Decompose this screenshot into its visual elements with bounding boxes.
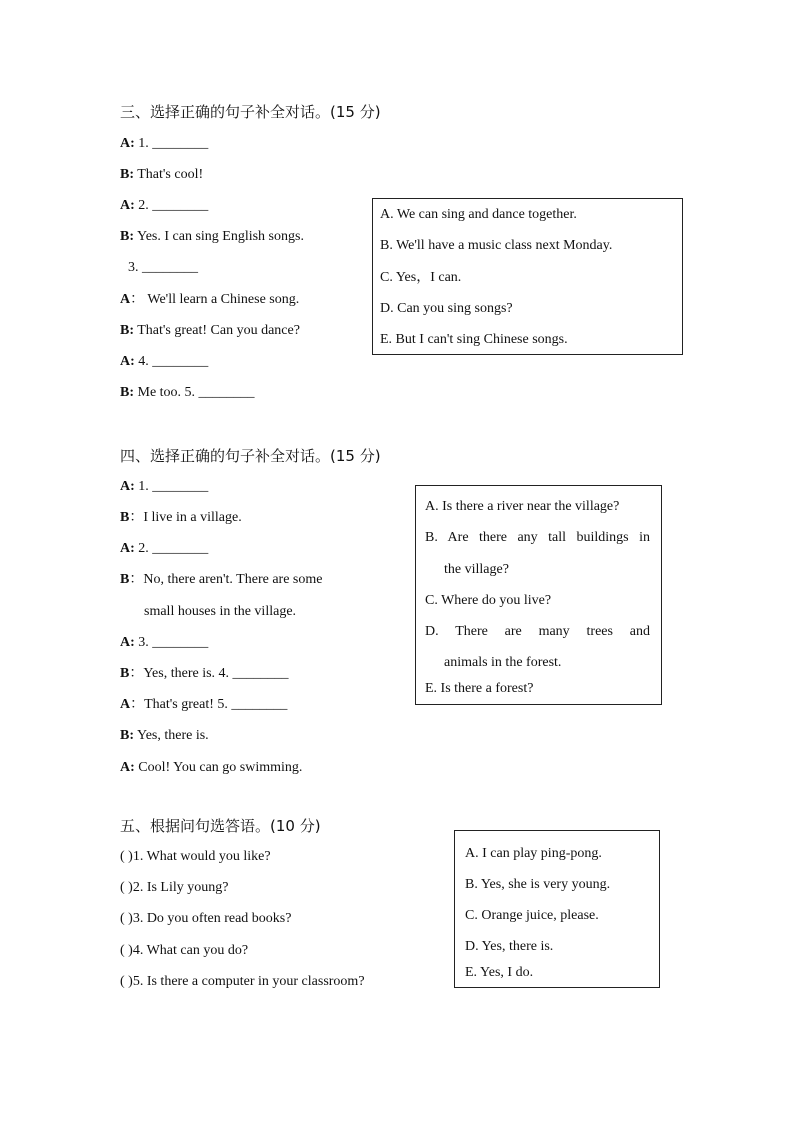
option-item: D. Yes, there is. bbox=[465, 939, 554, 954]
dialogue-line: B: Me too. 5. ________ bbox=[120, 385, 255, 400]
option-item: A. We can sing and dance together. bbox=[380, 207, 577, 222]
dialogue-line: A: 3. ________ bbox=[120, 635, 209, 650]
section-4-options-box bbox=[415, 485, 662, 705]
dialogue-line: A: Cool! You can go swimming. bbox=[120, 760, 303, 775]
dialogue-line: A： We'll learn a Chinese song. bbox=[120, 292, 300, 307]
option-item: C. Where do you live? bbox=[425, 593, 552, 608]
dialogue-line: A: 1. ________ bbox=[120, 136, 209, 151]
dialogue-line: B: That's great! Can you dance? bbox=[120, 323, 300, 338]
dialogue-line: B: Yes. I can sing English songs. bbox=[120, 229, 304, 244]
option-item: B. Are there any tall buildings in bbox=[425, 530, 650, 545]
option-item: B. We'll have a music class next Monday. bbox=[380, 238, 613, 253]
dialogue-line: B: That's cool! bbox=[120, 167, 204, 182]
dialogue-line: small houses in the village. bbox=[144, 604, 297, 619]
option-item: E. Is there a forest? bbox=[425, 681, 534, 696]
option-item: A. Is there a river near the village? bbox=[425, 499, 620, 514]
section-3-heading: 三、选择正确的句子补全对话。(15 分) bbox=[120, 103, 381, 121]
dialogue-line: A: 4. ________ bbox=[120, 354, 209, 369]
question-item: ( )4. What can you do? bbox=[120, 943, 249, 958]
dialogue-line: A: 2. ________ bbox=[120, 198, 209, 213]
option-item: C. Yes，I can. bbox=[380, 270, 462, 285]
option-item: B. Yes, she is very young. bbox=[465, 877, 611, 892]
question-item: ( )3. Do you often read books? bbox=[120, 911, 292, 926]
option-item: D. There are many trees and bbox=[425, 624, 650, 639]
dialogue-line: 3. ________ bbox=[128, 260, 198, 275]
section-4-heading: 四、选择正确的句子补全对话。(15 分) bbox=[120, 447, 381, 465]
dialogue-line: B：Yes, there is. 4. ________ bbox=[120, 666, 289, 681]
option-item: D. Can you sing songs? bbox=[380, 301, 513, 316]
dialogue-line: A: 1. ________ bbox=[120, 479, 209, 494]
option-item-continued: the village? bbox=[444, 562, 509, 577]
dialogue-line: B：I live in a village. bbox=[120, 510, 242, 525]
option-item: E. But I can't sing Chinese songs. bbox=[380, 332, 568, 347]
dialogue-line: A: 2. ________ bbox=[120, 541, 209, 556]
question-item: ( )5. Is there a computer in your classroom? bbox=[120, 974, 365, 989]
option-item-continued: animals in the forest. bbox=[444, 655, 562, 670]
question-item: ( )1. What would you like? bbox=[120, 849, 271, 864]
section-5-options-box bbox=[454, 830, 660, 988]
dialogue-line: A：That's great! 5. ________ bbox=[120, 697, 288, 712]
option-item: E. Yes, I do. bbox=[465, 965, 534, 980]
question-item: ( )2. Is Lily young? bbox=[120, 880, 229, 895]
section-5-heading: 五、根据问句选答语。(10 分) bbox=[120, 817, 321, 835]
option-item: A. I can play ping-pong. bbox=[465, 846, 602, 861]
dialogue-line: B：No, there aren't. There are some bbox=[120, 572, 323, 587]
dialogue-line: B: Yes, there is. bbox=[120, 728, 209, 743]
option-item: C. Orange juice, please. bbox=[465, 908, 599, 923]
section-3-options-box bbox=[372, 198, 683, 355]
